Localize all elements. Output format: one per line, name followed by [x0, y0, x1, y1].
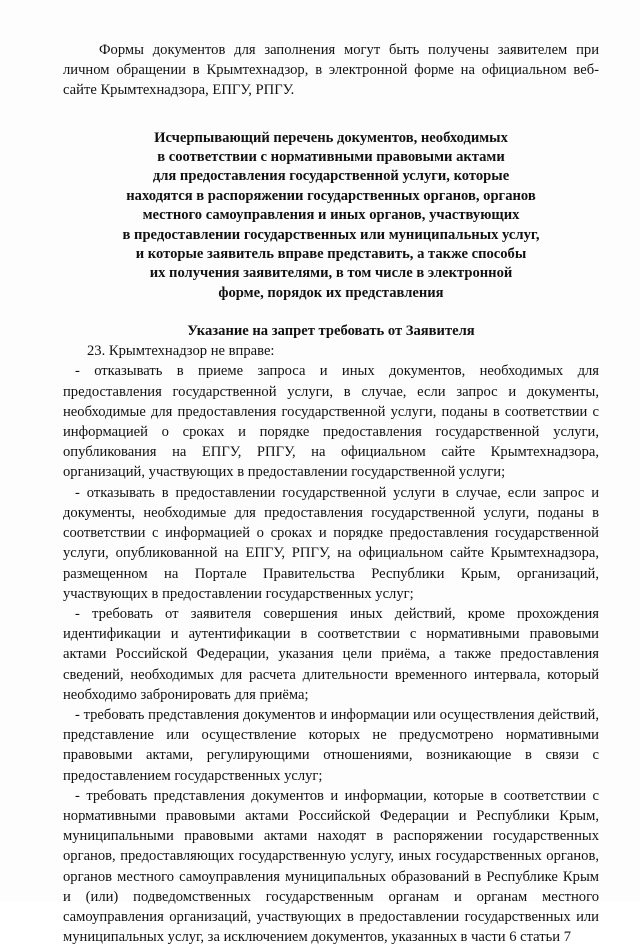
heading-line: в предоставлении государственных или муниципальных услуг,	[122, 226, 540, 243]
subheading: Указание на запрет требовать от Заявителя	[187, 323, 475, 340]
heading-line: Исчерпывающий перечень документов, необходимых	[154, 129, 508, 146]
section-heading	[63, 129, 599, 304]
heading-line: и которые заявитель вправе представить, а также способы	[135, 246, 527, 263]
heading-line: в соответствии с нормативными правовыми актами	[157, 149, 505, 166]
heading-line: форме, порядок их представления	[218, 284, 444, 301]
heading-line: находятся в распоряжении государственных органов, органов	[126, 187, 536, 204]
heading-line: их получения заявителями, в том числе в электронной	[149, 265, 513, 282]
list-item: - требовать представления документов и информации или осуществления действий, представление или осуществление которых не предусмотрено нормативными правовыми актами, регулирующими отношениями, возникающие в связи с предоставлением государственных услуг;	[63, 706, 599, 784]
intro-paragraph: Формы документов для заполнения могут быть получены заявителем при личном обращении в Крымтехнадзор, в электронной форме на официальном веб-сайте Крымтехнадзора, ЕПГУ, РПГУ.	[63, 42, 599, 99]
list-item: - отказывать в предоставлении государственной услуги в случае, если запрос и документы, необходимые для предоставления государственной услуги, поданы в соответствии с информацией о сроках и порядке предоставления государственной услуги, опубликованной на ЕПГУ, РПГУ, на официальном сайте Крымтехнадзора, размещенном на Портале Правительства Республики Крым, организаций, участвующих в предоставлении государственных услуг;	[63, 484, 599, 602]
list-item: - требовать представления документов и информации, которые в соответствии с нормативными правовыми актами Российской Федерации и Республики Крым, муниципальными правовыми актами находят в распоряжении государственных органов, предоставляющих государственную услугу, иных государственных органов, органов местного самоуправления муниципальных образований в Республике Крым и (или) подведомственных государственным органам и органам местного самоуправления организаций, участвующих в предоставлении государственных или муниципальных услуг, за исключением документов, указанных в части 6 статьи 7	[63, 787, 599, 946]
heading-line: местного самоуправления и иных органов, участвующих	[142, 207, 520, 224]
clause-intro: 23. Крымтехнадзор не вправе:	[87, 343, 275, 360]
document-body	[63, 40, 599, 947]
list-item: - отказывать в приеме запроса и иных документов, необходимых для предоставления государственной услуги, в случае, если запрос и документы, необходимые для предоставления государственной услуги, поданы в соответствии с информацией о сроках и порядке предоставления государственной услуги, опубликования на ЕПГУ, РПГУ, на официальном сайте Крымтехнадзора, организаций, участвующих в предоставлении государственной услуги;	[63, 363, 599, 481]
list-item: - требовать от заявителя совершения иных действий, кроме прохождения идентификации и аутентификации в соответствии с нормативными правовыми актами Российской Федерации, указания цели приёма, а также предоставления сведений, необходимых для расчета длительности временного интервала, который необходимо забронировать для приёма;	[63, 605, 599, 703]
heading-line: для предоставления государственной услуги, которые	[152, 168, 510, 185]
